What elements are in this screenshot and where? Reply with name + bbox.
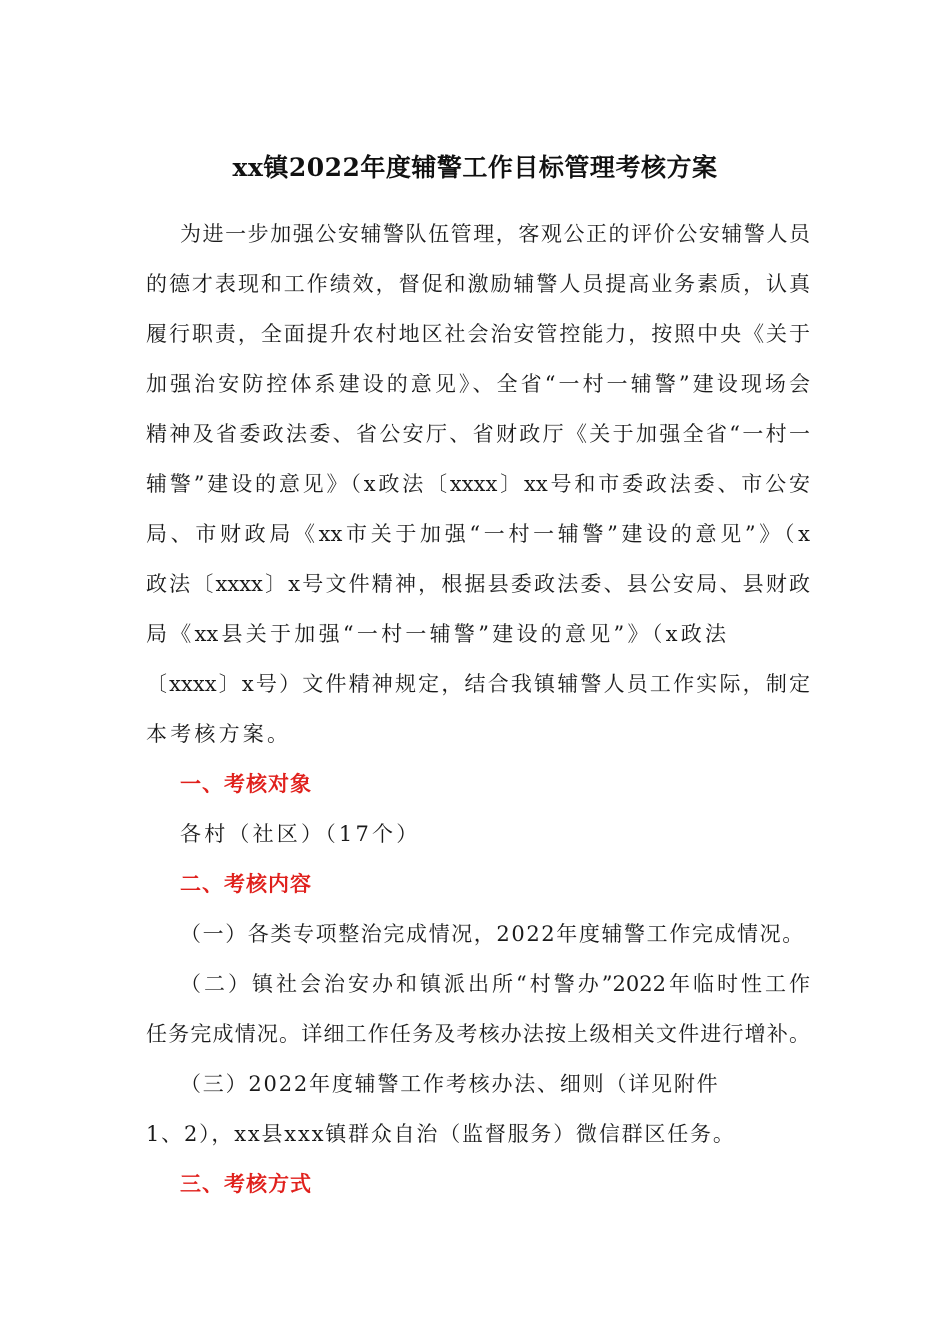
intro-line: 履行职责，全面提升农村地区社会治安管控能力，按照中央《关于 bbox=[146, 322, 810, 346]
intro-line: 加强治安防控体系建设的意见》、全省“一村一辅警”建设现场会 bbox=[146, 372, 810, 396]
intro-line: 精神及省委政法委、省公安厅、省财政厅《关于加强全省“一村一 bbox=[146, 422, 810, 446]
intro-line: 局《xx县关于加强“一村一辅警”建设的意见”》（x政法 bbox=[146, 622, 726, 646]
section-1-line: 各村（社区）（17个） bbox=[180, 822, 421, 846]
intro-line: 政法〔xxxx〕x号文件精神，根据县委政法委、县公安局、县财政 bbox=[146, 572, 810, 596]
section-2-line: 任务完成情况。详细工作任务及考核办法按上级相关文件进行增补。 bbox=[146, 1022, 810, 1046]
section-2-line: （三）2022年度辅警工作考核办法、细则（详见附件 bbox=[180, 1072, 720, 1096]
intro-line: 为进一步加强公安辅警队伍管理，客观公正的评价公安辅警人员 bbox=[180, 222, 810, 246]
document-title: xx镇2022年度辅警工作目标管理考核方案 bbox=[232, 153, 718, 182]
intro-line: 局、市财政局《xx市关于加强“一村一辅警”建设的意见”》（x bbox=[146, 522, 810, 546]
section-heading-1: 一、考核对象 bbox=[180, 771, 312, 796]
section-2-line: （一）各类专项整治完成情况，2022年度辅警工作完成情况。 bbox=[180, 922, 805, 946]
intro-line: 辅警”建设的意见》（x政法〔xxxx〕xx号和市委政法委、市公安 bbox=[146, 472, 810, 496]
intro-line: 〔xxxx〕x号）文件精神规定，结合我镇辅警人员工作实际，制定 bbox=[146, 672, 810, 696]
section-2-line: （二）镇社会治安办和镇派出所“村警办”2022年临时性工作 bbox=[180, 972, 810, 996]
section-2-line: 1、2），xx县xxx镇群众自治（监督服务）微信群区任务。 bbox=[146, 1122, 736, 1146]
section-heading-3: 三、考核方式 bbox=[180, 1171, 312, 1196]
intro-line: 本考核方案。 bbox=[146, 722, 292, 746]
intro-line: 的德才表现和工作绩效，督促和激励辅警人员提高业务素质，认真 bbox=[146, 272, 810, 296]
section-heading-2: 二、考核内容 bbox=[180, 871, 312, 896]
